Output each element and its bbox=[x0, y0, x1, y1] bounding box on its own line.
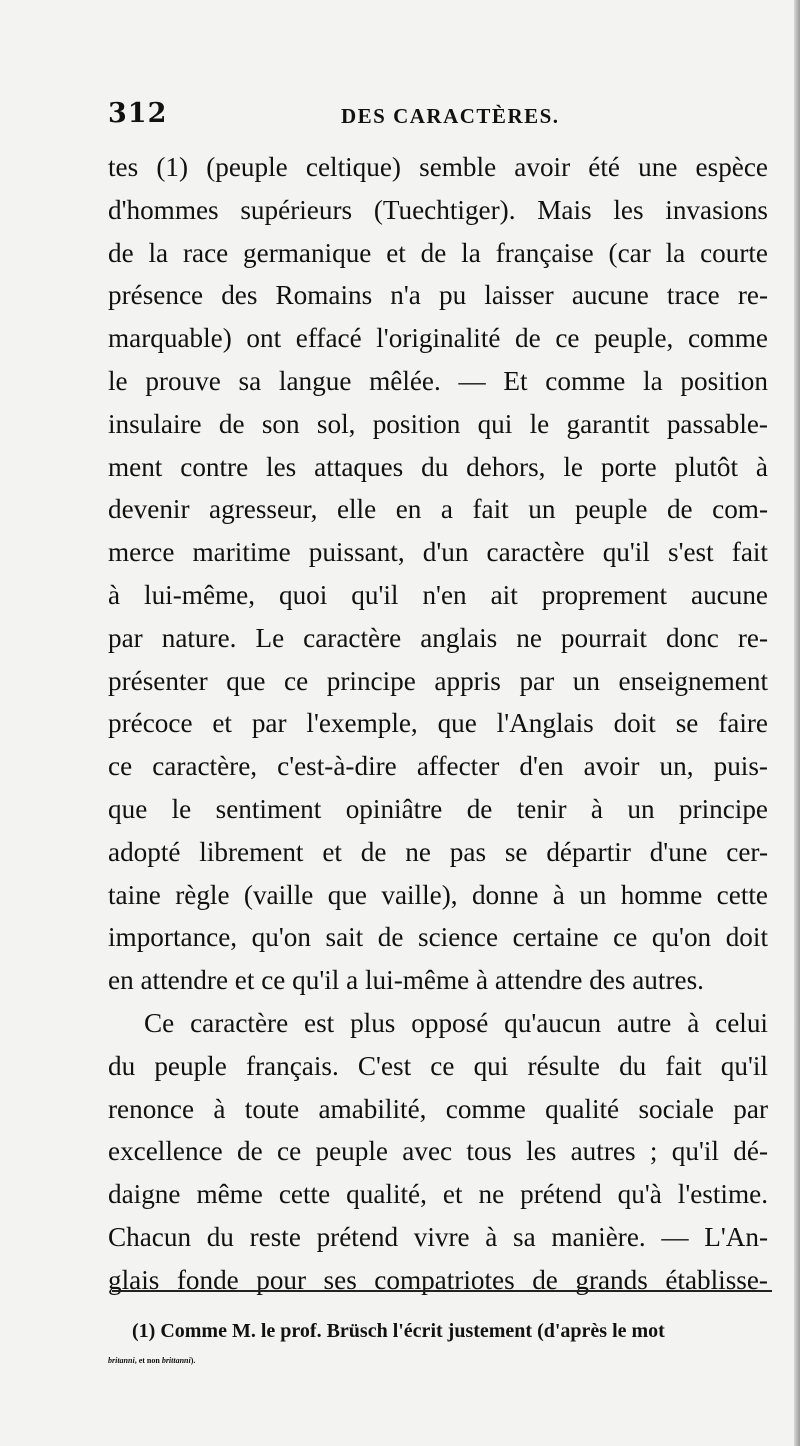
text-line-paragraph-start: Ce caractère est plus opposé qu'aucun autre à celui bbox=[144, 1007, 768, 1038]
text-line: merce maritime puissant, d'un caractère qu'il s'est fait bbox=[108, 537, 768, 568]
footnote-rule bbox=[112, 1290, 772, 1292]
text-line: ment contre les attaques du dehors, le porte plutôt à bbox=[108, 451, 768, 482]
text-line: du peuple français. C'est ce qui résulte du fait qu'il bbox=[108, 1050, 768, 1081]
text-line: daigne même cette qualité, et ne prétend qu'à l'estime. bbox=[108, 1179, 768, 1210]
text-line: précoce et par l'exemple, que l'Anglais doit se faire bbox=[108, 708, 768, 739]
text-line: devenir agresseur, elle en a fait un peuple de com- bbox=[108, 494, 768, 525]
text-line: par nature. Le caractère anglais ne pourrait donc re- bbox=[108, 622, 768, 653]
text-line-paragraph-end: en attendre et ce qu'il a lui-même à attendre des autres. bbox=[108, 965, 704, 996]
footnote-text: , et non bbox=[134, 1356, 162, 1365]
text-line: ce caractère, c'est-à-dire affecter d'en avoir un, puis- bbox=[108, 751, 768, 782]
footnote-italic-word: brittanni bbox=[161, 1356, 191, 1365]
text-line: renonce à toute amabilité, comme qualité sociale par bbox=[108, 1093, 768, 1124]
running-head bbox=[108, 98, 768, 138]
body-text bbox=[108, 146, 768, 1302]
text-line: importance, qu'on sait de science certaine ce qu'on doit bbox=[108, 922, 768, 953]
footnote-line-1: (1) Comme M. le prof. Brüsch l'écrit justement (d'après le mot bbox=[132, 1320, 665, 1342]
text-line: Chacun du reste prétend vivre à sa manière. — L'An- bbox=[108, 1221, 768, 1252]
text-line: adopté librement et de ne pas se départir d'une cer- bbox=[108, 836, 768, 867]
page-number: 312 bbox=[108, 98, 168, 129]
text-line: de la race germanique et de la française (car la courte bbox=[108, 237, 768, 268]
running-title: DES CARACTÈRES. bbox=[341, 104, 560, 128]
text-line: le prouve sa langue mêlée. — Et comme la position bbox=[108, 365, 768, 396]
text-line: à lui-même, quoi qu'il n'en ait proprement aucune bbox=[108, 579, 768, 610]
footnote-italic-word: britanni bbox=[108, 1356, 135, 1365]
text-line: que le sentiment opiniâtre de tenir à un principe bbox=[108, 793, 768, 824]
text-line: présenter que ce principe appris par un enseignement bbox=[108, 665, 768, 696]
text-line: marquable) ont effacé l'originalité de ce peuple, comme bbox=[108, 323, 768, 354]
page-spine-edge bbox=[794, 0, 800, 1446]
footnote-text: ). bbox=[190, 1356, 196, 1365]
footnote bbox=[108, 1316, 772, 1376]
text-line: tes (1) (peuple celtique) semble avoir été une espèce bbox=[108, 152, 768, 182]
footnote-line-2 bbox=[108, 1346, 772, 1376]
text-line: insulaire de son sol, position qui le garantit passable- bbox=[108, 408, 768, 439]
text-line: présence des Romains n'a pu laisser aucune trace re- bbox=[108, 280, 768, 311]
text-line: taine règle (vaille que vaille), donne à un homme cette bbox=[108, 879, 768, 910]
text-line: excellence de ce peuple avec tous les autres ; qu'il dé- bbox=[108, 1136, 768, 1167]
text-line: glais fonde pour ses compatriotes de grands établisse- bbox=[108, 1264, 768, 1295]
text-line: d'hommes supérieurs (Tuechtiger). Mais les invasions bbox=[108, 194, 768, 225]
